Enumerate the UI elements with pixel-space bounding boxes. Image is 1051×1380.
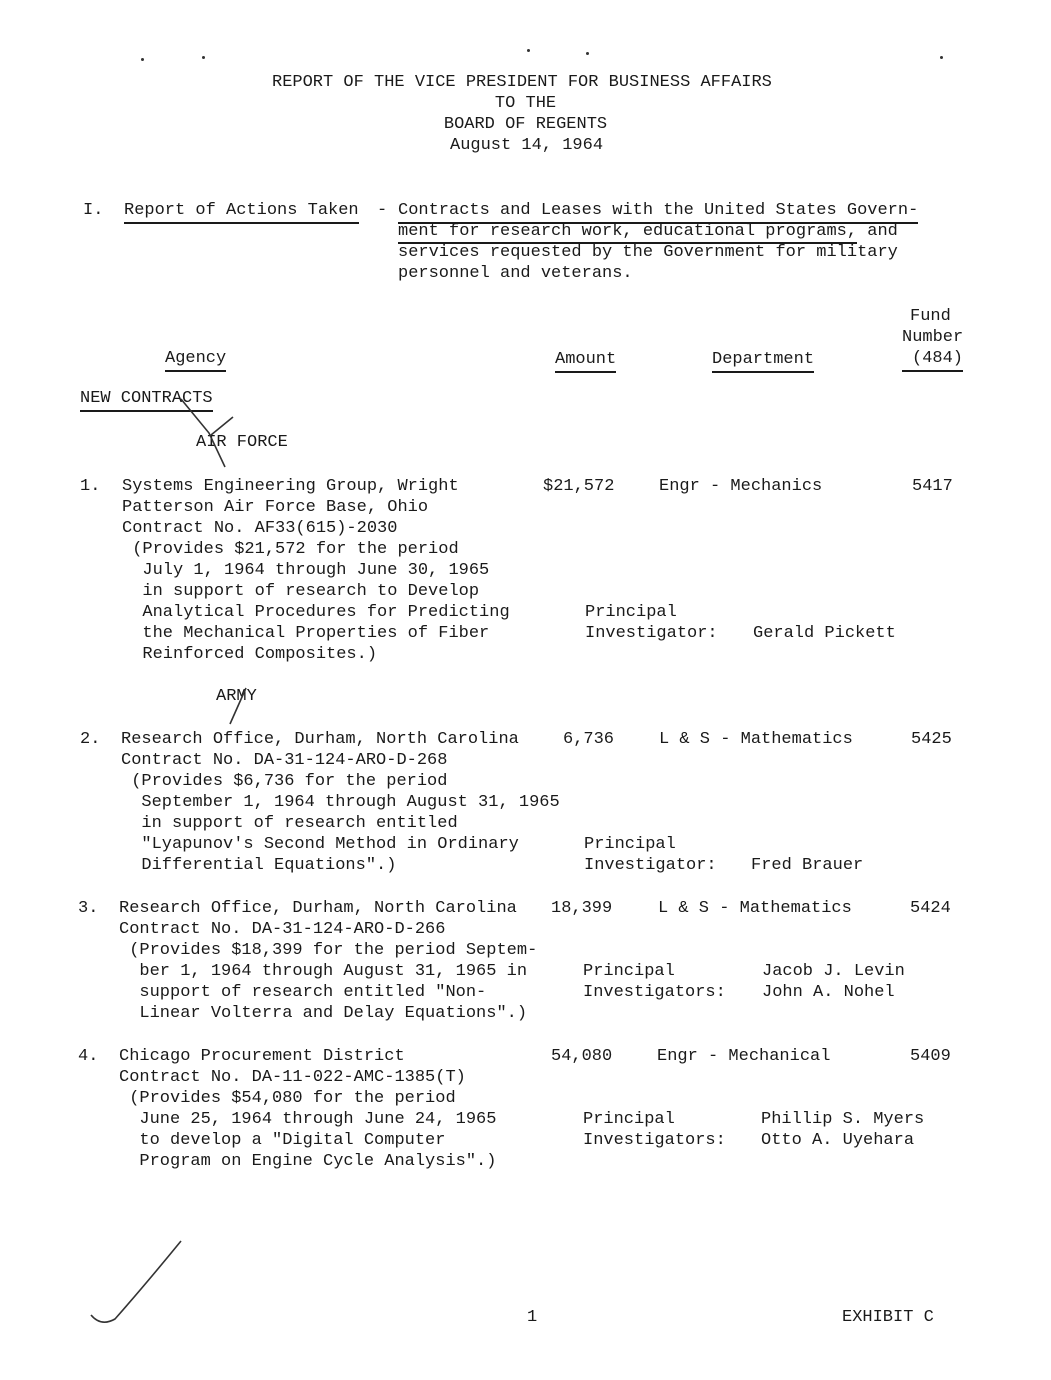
contract-department: L & S - Mathematics — [658, 899, 852, 918]
section-number: I. — [83, 201, 104, 220]
contract-line: Contract No. DA-31-124-ARO-D-266 — [119, 920, 446, 939]
contract-amount: 54,080 — [551, 1047, 613, 1066]
contract-line: (Provides $18,399 for the period Septem- — [119, 941, 538, 960]
section-desc-line2-underlined: ment for research work, educational programs, — [398, 222, 857, 244]
contract-number: 2. — [80, 730, 101, 749]
report-title: REPORT OF THE VICE PRESIDENT FOR BUSINESS AFFAIRS — [272, 73, 772, 92]
contract-fund: 5417 — [912, 477, 953, 496]
contract-fund: 5425 — [911, 730, 952, 749]
contract-amount: 6,736 — [563, 730, 615, 749]
pi-name: Jacob J. Levin — [762, 962, 905, 981]
amount-header: Amount — [555, 349, 616, 373]
pi-label: Principal — [583, 962, 675, 981]
contract-line: (Provides $6,736 for the period — [121, 772, 448, 791]
air-force-heading: AIR FORCE — [196, 433, 288, 452]
contract-line: Research Office, Durham, North Carolina — [121, 730, 519, 749]
fund-header-line1: Fund — [910, 307, 951, 326]
section-desc-line2-rest: and — [857, 222, 898, 241]
contract-fund: 5424 — [910, 899, 951, 918]
contract-line: the Mechanical Properties of Fiber — [122, 624, 490, 643]
contract-line: Patterson Air Force Base, Ohio — [122, 498, 429, 517]
section-desc-line1: Contracts and Leases with the United States Govern- — [398, 200, 918, 224]
section-title: Report of Actions Taken — [124, 200, 359, 224]
section-desc-line4: personnel and veterans. — [398, 264, 633, 283]
contract-line: Systems Engineering Group, Wright — [122, 477, 459, 496]
pencil-check-mark — [216, 680, 256, 730]
agency-header: Agency — [165, 348, 226, 372]
handwritten-check-mark — [85, 1235, 195, 1335]
report-date: August 14, 1964 — [450, 136, 604, 155]
fund-header-line3: (484) — [902, 348, 963, 372]
contract-line: June 25, 1964 through June 24, 1965 — [119, 1110, 497, 1129]
exhibit-label: EXHIBIT C — [842, 1308, 934, 1327]
contract-line: Program on Engine Cycle Analysis".) — [119, 1152, 497, 1171]
contract-line: ber 1, 1964 through August 31, 1965 in — [119, 962, 528, 981]
contract-line: (Provides $54,080 for the period — [119, 1089, 456, 1108]
contract-department: L & S - Mathematics — [659, 730, 853, 749]
department-header: Department — [712, 349, 814, 373]
pi-label: Principal — [583, 1110, 675, 1129]
report-title-board: BOARD OF REGENTS — [443, 115, 608, 134]
contract-line: Research Office, Durham, North Carolina — [119, 899, 517, 918]
contract-line: Analytical Procedures for Predicting — [122, 603, 510, 622]
contract-line: to develop a "Digital Computer — [119, 1131, 446, 1150]
contract-line: Contract No. DA-11-022-AMC-1385(T) — [119, 1068, 466, 1087]
scan-speck — [586, 52, 589, 55]
pi-label: Investigator: — [584, 856, 717, 875]
contract-line: (Provides $21,572 for the period — [122, 540, 459, 559]
contract-line: September 1, 1964 through August 31, 1965 — [121, 793, 560, 812]
pi-name: John A. Nohel — [762, 983, 895, 1002]
scan-speck — [940, 56, 943, 59]
contract-department: Engr - Mechanical — [657, 1047, 831, 1066]
contract-line: July 1, 1964 through June 30, 1965 — [122, 561, 490, 580]
contract-line: support of research entitled "Non- — [119, 983, 487, 1002]
section-desc-line3: services requested by the Government for military — [398, 243, 898, 262]
section-desc-line2 — [398, 221, 898, 242]
contract-fund: 5409 — [910, 1047, 951, 1066]
pi-label: Principal — [584, 835, 676, 854]
scan-speck — [141, 58, 144, 61]
contract-number: 1. — [80, 477, 101, 496]
contract-department: Engr - Mechanics — [659, 477, 823, 496]
contract-amount: $21,572 — [543, 477, 615, 496]
page-number: 1 — [527, 1308, 538, 1327]
contract-line: Contract No. AF33(615)-2030 — [122, 519, 398, 538]
pi-label: Investigators: — [583, 983, 726, 1002]
scan-speck — [202, 56, 205, 59]
contract-number: 3. — [78, 899, 99, 918]
pencil-check-mark — [175, 395, 255, 475]
contract-line: Contract No. DA-31-124-ARO-D-268 — [121, 751, 448, 770]
pi-label: Investigator: — [585, 624, 718, 643]
new-contracts-heading: NEW CONTRACTS — [80, 388, 213, 412]
pi-name: Otto A. Uyehara — [761, 1131, 915, 1150]
contract-line: "Lyapunov's Second Method in Ordinary — [121, 835, 519, 854]
fund-header-line2: Number — [902, 328, 964, 347]
scan-speck — [527, 49, 530, 52]
contract-line: Linear Volterra and Delay Equations".) — [119, 1004, 528, 1023]
contract-number: 4. — [78, 1047, 99, 1066]
contract-line: Reinforced Composites.) — [122, 645, 378, 664]
army-heading: ARMY — [216, 687, 257, 706]
contract-line: in support of research to Develop — [122, 582, 480, 601]
pi-label: Investigators: — [583, 1131, 726, 1150]
pi-label: Principal — [585, 603, 677, 622]
contract-line: Chicago Procurement District — [119, 1047, 405, 1066]
report-title-to: TO THE — [494, 94, 557, 113]
contract-amount: 18,399 — [551, 899, 613, 918]
pi-name: Phillip S. Myers — [761, 1110, 925, 1129]
pi-name: Gerald Pickett — [753, 624, 896, 643]
contract-line: in support of research entitled — [121, 814, 458, 833]
contract-line: Differential Equations".) — [121, 856, 397, 875]
section-dash: - — [377, 201, 388, 220]
pi-name: Fred Brauer — [751, 856, 864, 875]
